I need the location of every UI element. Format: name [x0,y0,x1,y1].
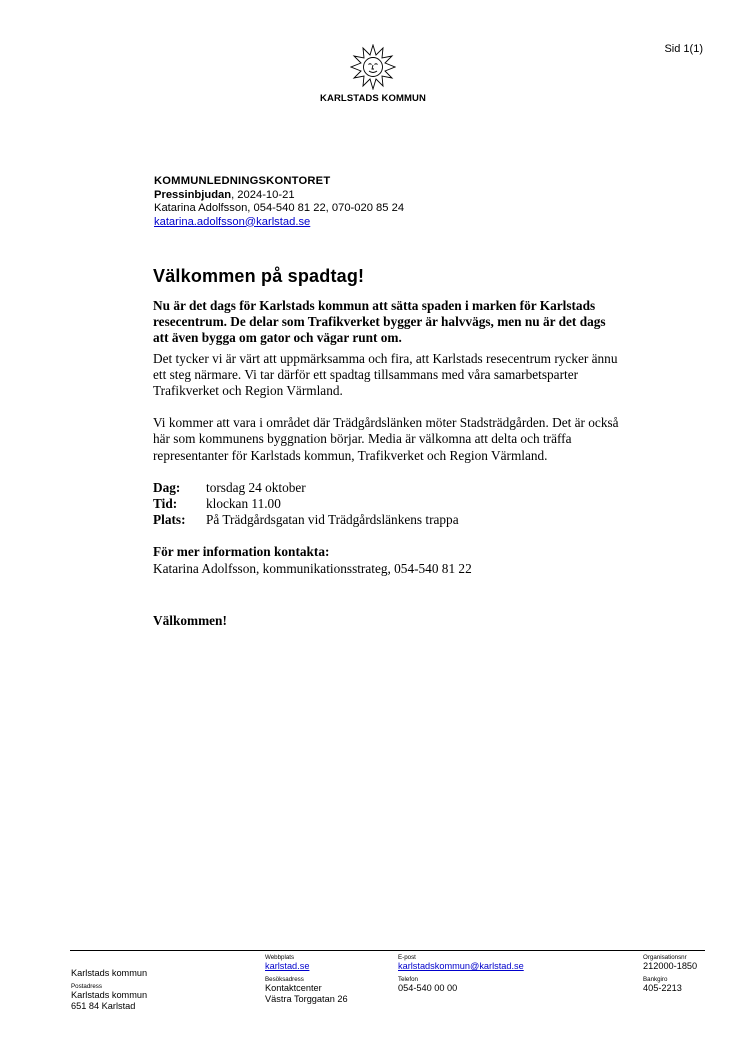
contact-section [153,544,623,576]
body-text [153,298,623,629]
doc-type: Pressinbjudan [154,188,232,201]
logo [300,44,446,104]
footer-bank-label: Bankgiro [643,976,668,983]
headline: Välkommen på spadtag! [153,266,365,286]
footer-postal-line1: Karlstads kommun [71,990,148,1000]
footer-phone-label: Telefon [398,976,418,983]
detail-value: torsdag 24 oktober [206,479,306,495]
contact-heading: För mer information kontakta: [153,544,330,560]
footer-col-3 [398,954,524,994]
email-link[interactable]: katarina.adolfsson@karlstad.se [154,215,311,228]
contact-line: Katarina Adolfsson, 054-540 81 22, 070-020 85 24 [154,202,405,214]
paragraph-1: Det tycker vi är värt att uppmärksamma och fira, att Karlstads resecentrum rycker ännu ett steg närmare. Vi tar därför ett spadtag tillsammans med våra samarbetsparter Trafikverket och Region Värmland. [153,350,618,399]
detail-label: Tid: [153,496,178,512]
footer-col-4 [643,954,697,994]
paragraph-2: Vi kommer att vara i området där Trädgårdslänken möter Stadsträdgården. Det är också här som kommunens byggnation börjar. Media är välkomna att delta och träffa representanter för Karlstads kommun, Trafikverket och Region Värmland. [153,415,619,463]
footer-org-label: Organisationsnr [643,954,687,961]
footer-postal-line2: 651 84 Karlstad [71,1001,136,1011]
detail-row-day [153,480,623,496]
footer-col-1 [71,961,147,1012]
detail-row-place [153,512,623,528]
footer-col-2 [265,954,348,1005]
footer-visit-line2: Västra Torggatan 26 [265,994,348,1004]
welcome-text: Välkommen! [153,612,227,628]
footer-postal-label: Postadress [71,983,102,990]
doc-type-line [154,189,404,203]
footer-divider [70,950,705,951]
detail-label: Plats: [153,512,186,528]
event-details [153,480,623,529]
footer-web-link[interactable]: karlstad.se [265,961,310,971]
footer-visit-label: Besöksadress [265,976,304,983]
footer-visit-line1: Kontaktcenter [265,983,322,993]
detail-value: klockan 11.00 [206,496,281,512]
sun-icon [350,44,396,90]
department: KOMMUNLEDNINGSKONTORET [154,175,331,187]
detail-value: På Trädgårdsgatan vid Trädgårdslänkens trappa [206,512,459,528]
footer-web-label: Webbplats [265,954,295,961]
header-block [154,175,404,229]
footer-org-name: Karlstads kommun [71,968,148,978]
footer-phone: 054-540 00 00 [398,983,458,993]
footer-email-link[interactable]: karlstadskommun@karlstad.se [398,961,524,971]
lead-paragraph: Nu är det dags för Karlstads kommun att sätta spaden i marken för Karlstads resecentrum. De delar som Trafikverket bygger är halvvägs, men nu är det dags att även bygga om gator och vägar runt om. [153,298,606,346]
detail-label: Dag: [153,479,181,495]
footer-email-label: E-post [398,954,416,961]
doc-date: , 2024-10-21 [231,188,295,201]
logo-text: KARLSTADS KOMMUN [320,93,426,104]
page-number: Sid 1(1) [664,43,703,55]
contact-text: Katarina Adolfsson, kommunikationsstrateg, 054-540 81 22 [153,560,472,576]
footer-bank-number: 405-2213 [643,983,682,993]
detail-row-time [153,496,623,512]
footer-org-number: 212000-1850 [643,961,698,971]
